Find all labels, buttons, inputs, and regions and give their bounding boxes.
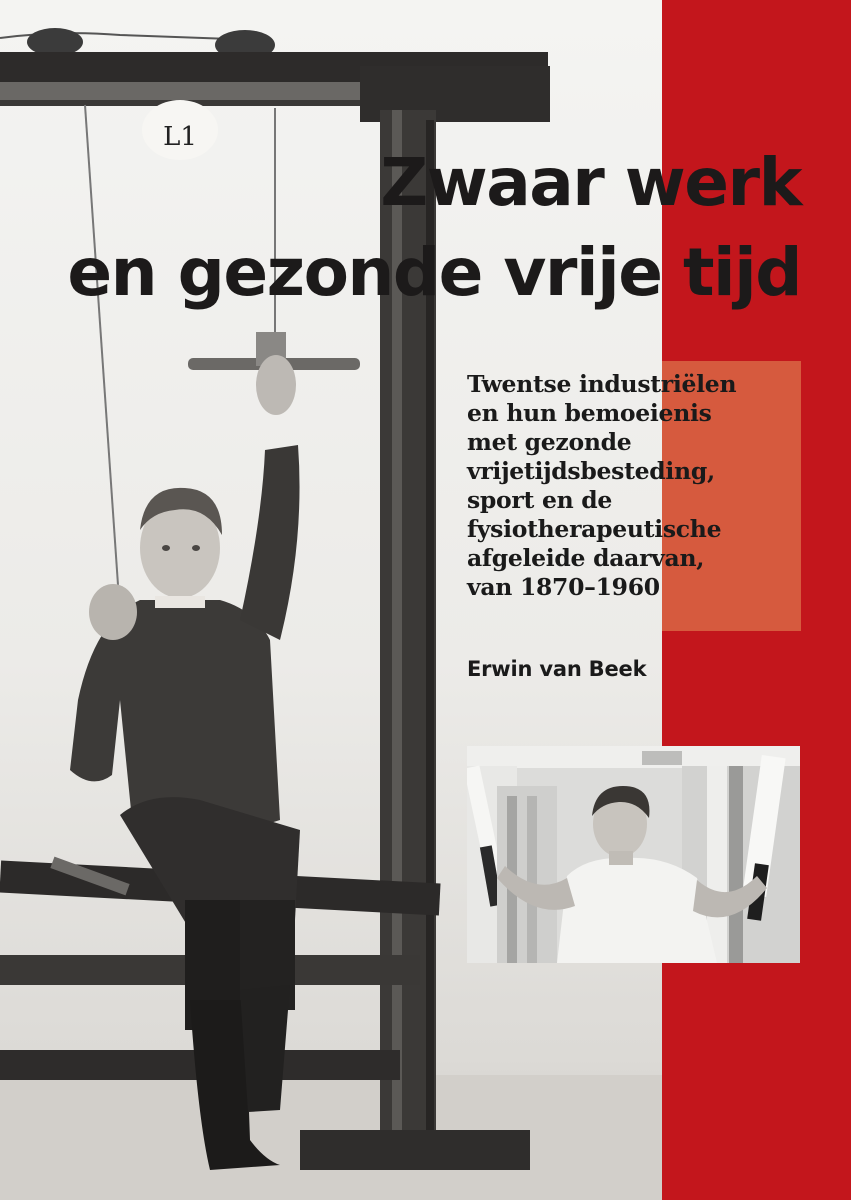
subtitle-line: afgeleide daarvan,	[467, 544, 705, 572]
title-dark-text: en gezonde vrije	[67, 234, 683, 311]
subtitle-line: van 1870–1960	[467, 573, 660, 601]
book-title-line-1	[380, 144, 801, 221]
subtitle-line: en hun bemoeienis	[467, 399, 712, 427]
subtitle-line: Twentse industriëlen	[467, 370, 737, 398]
subtitle-line: met gezonde	[467, 428, 632, 456]
plate-label: L1	[163, 122, 197, 152]
gym-photo-illustration	[467, 746, 800, 963]
subtitle-line: vrijetijdsbesteding,	[467, 457, 715, 485]
subtitle-line: fysiotherapeutische	[467, 515, 722, 543]
title-dark-text: Zwaar w	[380, 144, 685, 221]
title-highlight-text: erk	[684, 144, 801, 221]
title-highlight-text: tijd	[682, 234, 801, 311]
book-title-line-2	[67, 234, 801, 311]
gym-photo	[467, 746, 800, 963]
book-subtitle	[467, 370, 827, 602]
subtitle-line: sport en de	[467, 486, 613, 514]
book-author: Erwin van Beek	[467, 657, 647, 681]
